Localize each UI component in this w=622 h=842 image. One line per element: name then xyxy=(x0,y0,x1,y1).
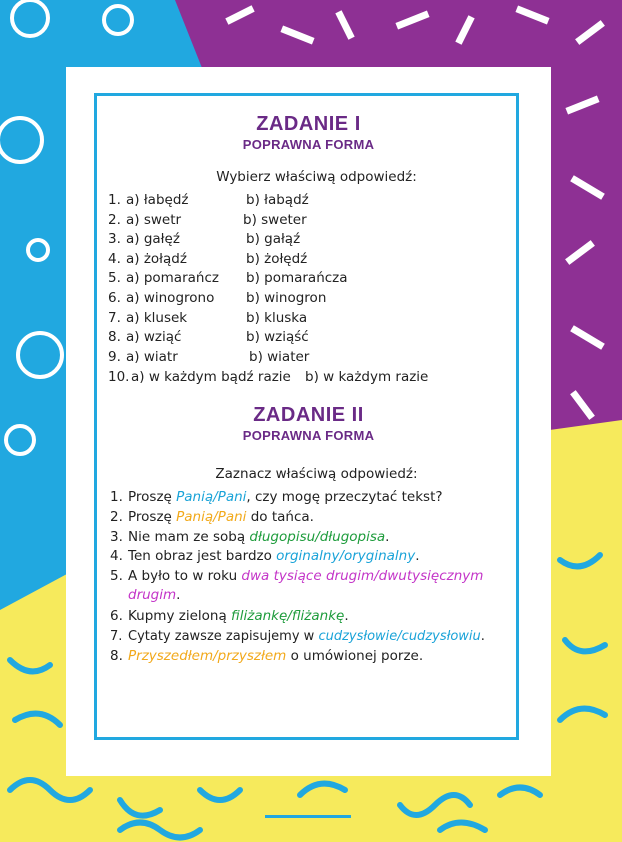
option-a: a) wiatr xyxy=(126,349,178,365)
list-item xyxy=(108,192,309,208)
item-number: 10. xyxy=(108,369,130,385)
option-b: b) gałąź xyxy=(246,231,301,247)
sentence-start: Kupmy zieloną xyxy=(128,608,232,624)
sentence-start: Ten obraz jest bardzo xyxy=(128,548,277,564)
answer-options: długopisu/długopisa xyxy=(249,529,386,545)
option-a: a) wziąć xyxy=(126,329,182,345)
option-b: b) żołędź xyxy=(246,251,308,267)
option-b: b) sweter xyxy=(243,212,307,228)
list-item xyxy=(110,547,528,566)
item-number: 4. xyxy=(108,251,121,267)
option-b: b) wiater xyxy=(249,349,310,365)
list-item xyxy=(110,528,528,547)
sentence-end: . xyxy=(385,529,390,545)
option-a: a) swetr xyxy=(126,212,182,228)
item-number: 1. xyxy=(108,192,121,208)
list-item xyxy=(108,290,327,306)
option-a: a) w każdym bądź razie xyxy=(131,369,291,385)
item-number: 7. xyxy=(108,310,121,326)
answer-options: Panią/Pani xyxy=(176,509,247,525)
sentence-end: , czy mogę przeczytać tekst? xyxy=(246,489,443,505)
option-a: a) łabędź xyxy=(126,192,189,208)
sentence-end: . xyxy=(480,629,485,644)
sentence-end: do tańca. xyxy=(246,509,314,525)
list-item xyxy=(110,607,528,626)
option-a: a) klusek xyxy=(126,310,188,326)
worksheet-card xyxy=(66,67,551,776)
answer-options: orginalny/oryginalny xyxy=(276,548,416,564)
item-number: 1. xyxy=(110,489,123,505)
sentence-end: . xyxy=(415,548,420,564)
list-item xyxy=(110,627,528,646)
answer-options: filiżankę/fliżankę xyxy=(231,608,345,624)
zadanie-1-instruction: Wybierz właściwą odpowiedź: xyxy=(216,169,417,185)
option-a: a) żołądź xyxy=(126,251,187,267)
list-item xyxy=(108,270,348,286)
item-number: 6. xyxy=(110,608,123,624)
item-number: 5. xyxy=(108,270,121,286)
sentence-end: . xyxy=(176,587,181,603)
list-item xyxy=(110,488,528,507)
item-number: 5. xyxy=(110,568,123,584)
zadanie-1-title: ZADANIE I xyxy=(256,113,361,135)
list-item xyxy=(108,251,308,267)
list-item xyxy=(108,329,309,345)
item-number: 8. xyxy=(110,648,123,664)
answer-options: dwa tysiące drugim/dwutysięcznym drugim xyxy=(128,568,484,603)
answer-options: Panią/Pani xyxy=(176,489,247,505)
option-b: b) wziąść xyxy=(246,329,309,345)
option-b: b) kluska xyxy=(246,310,308,326)
item-number: 6. xyxy=(108,290,121,306)
item-number: 3. xyxy=(108,231,121,247)
item-number: 2. xyxy=(108,212,121,228)
sentence-start: Cytaty zawsze zapisujemy w xyxy=(128,629,319,644)
zadanie-2-instruction: Zaznacz właściwą odpowiedź: xyxy=(215,466,418,482)
sentence-start: Proszę xyxy=(128,509,177,525)
option-b: b) winogron xyxy=(246,290,327,306)
option-a: a) winogrono xyxy=(126,290,215,306)
list-item xyxy=(108,231,301,247)
item-number: 9. xyxy=(108,349,121,365)
option-a: a) gałęź xyxy=(126,231,180,247)
sentence-start: A było to w roku xyxy=(128,568,242,584)
option-b: b) pomarańcza xyxy=(246,270,348,286)
option-b: b) łabądź xyxy=(246,192,309,208)
sentence-end: o umówionej porze. xyxy=(286,648,424,664)
sentence-start: Nie mam ze sobą xyxy=(128,529,250,545)
list-item xyxy=(110,508,528,527)
zadanie-2-subtitle: POPRAWNA FORMA xyxy=(242,428,375,443)
option-b: b) w każdym razie xyxy=(305,369,429,385)
item-number: 8. xyxy=(108,329,121,345)
answer-options: Przyszedłem/przyszłem xyxy=(128,648,287,664)
item-number: 2. xyxy=(110,509,123,525)
list-item xyxy=(108,310,308,326)
zadanie-1-subtitle: POPRAWNA FORMA xyxy=(242,137,375,152)
list-item xyxy=(108,349,310,365)
item-number: 4. xyxy=(110,548,123,564)
answer-options: cudzysłowie/cudzysłowiu xyxy=(318,629,481,644)
sentence-end: . xyxy=(344,608,349,624)
item-number: 3. xyxy=(110,529,123,545)
list-item xyxy=(110,567,508,605)
zadanie-2-title: ZADANIE II xyxy=(253,404,364,426)
bottom-accent-bar xyxy=(265,815,351,818)
option-a: a) pomarańcz xyxy=(126,270,219,286)
item-number: 7. xyxy=(110,629,123,644)
list-item xyxy=(108,369,429,385)
sentence-start: Proszę xyxy=(128,489,177,505)
list-item xyxy=(110,647,528,666)
list-item xyxy=(108,212,307,228)
